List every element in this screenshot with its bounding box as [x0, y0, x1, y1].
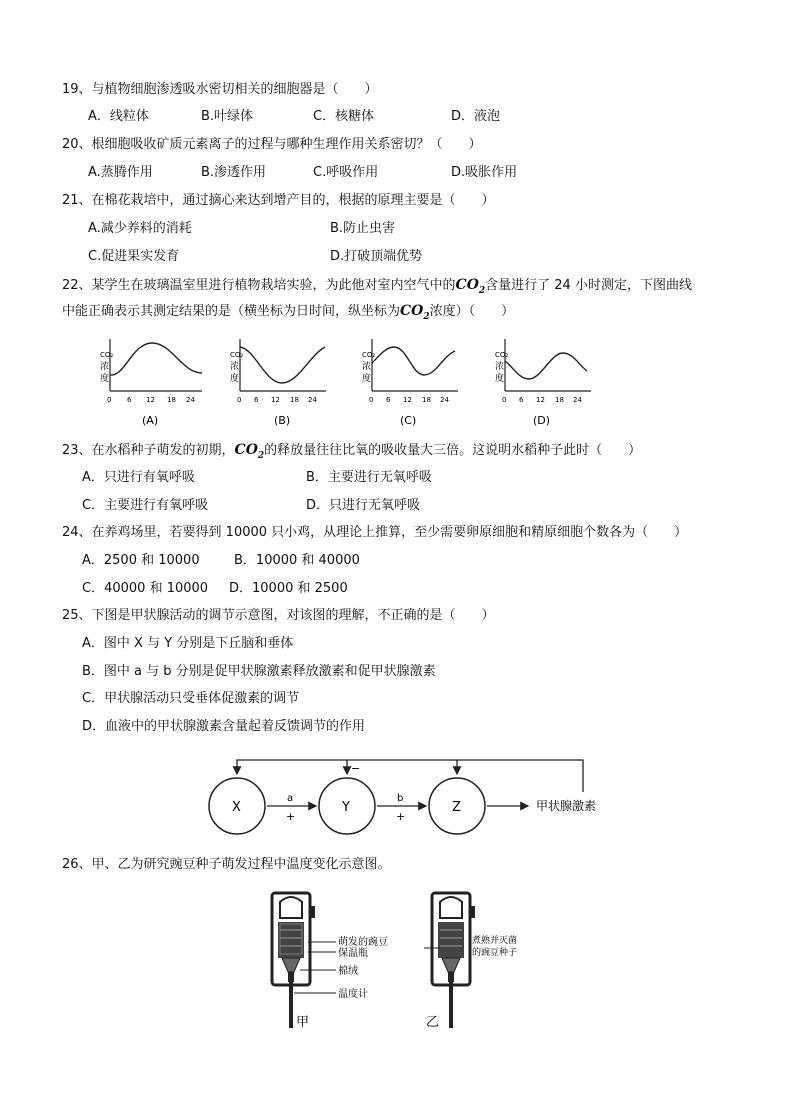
svg-text:24: 24: [308, 396, 317, 404]
q24-option-a: A．2500 和 10000: [82, 553, 200, 568]
label-thermos: 保温瓶: [338, 948, 368, 959]
q22-stem-line2: [62, 303, 514, 325]
svg-text:度: 度: [362, 374, 372, 384]
graph-label-a: (A): [142, 414, 159, 427]
q19-stem: 19、与植物细胞渗透吸水密切相关的细胞器是（ ）: [62, 82, 378, 97]
svg-text:CO₂: CO₂: [230, 351, 244, 359]
svg-text:CO₂: CO₂: [495, 351, 509, 359]
svg-text:0: 0: [369, 396, 374, 404]
svg-text:18: 18: [422, 396, 431, 404]
q21-option-b: B.防止虫害: [330, 221, 396, 236]
arrow-a-label: a: [287, 793, 294, 804]
svg-text:24: 24: [440, 396, 449, 404]
q22-stem-line1: [62, 277, 692, 299]
q23-stem: [62, 442, 641, 464]
q23-option-d: D．只进行无氧呼吸: [306, 498, 421, 513]
svg-text:18: 18: [167, 396, 176, 404]
q23-option-c: C．主要进行有氧呼吸: [82, 498, 209, 513]
q25-stem: 25、下图是甲状腺活动的调节示意图，对该图的理解，不正确的是（ ）: [62, 608, 495, 623]
co2-formula: $CO_2$: [234, 442, 265, 461]
svg-text:18: 18: [555, 396, 564, 404]
q25-option-a: A．图中 X 与 Y 分别是下丘脑和垂体: [82, 636, 294, 651]
q21-option-a: A.减少养料的消耗: [88, 221, 192, 236]
svg-text:0: 0: [237, 396, 242, 404]
thermos-jia: [272, 893, 388, 1030]
q25-option-b: B．图中 a 与 b 分别是促甲状腺激素释放激素和促甲状腺激素: [82, 664, 436, 679]
q20-stem: 20、根细胞吸收矿质元素离子的过程与哪种生理作用关系密切？（ ）: [62, 137, 482, 152]
q21-stem: 21、在棉花栽培中，通过摘心来达到增产目的，根据的原理主要是（ ）: [62, 193, 495, 208]
svg-text:12: 12: [536, 396, 545, 404]
node-x-label: X: [232, 800, 241, 815]
svg-text:浓: 浓: [100, 362, 110, 372]
svg-text:24: 24: [573, 396, 582, 404]
graph-d: [495, 339, 591, 427]
svg-text:度: 度: [495, 374, 505, 384]
q24-option-d: D．10000 和 2500: [229, 581, 348, 596]
svg-text:6: 6: [254, 396, 259, 404]
svg-text:18: 18: [290, 396, 299, 404]
graph-b: [230, 339, 326, 427]
svg-text:24: 24: [186, 396, 195, 404]
graph-c: [362, 339, 458, 427]
q23-option-b: B．主要进行无氧呼吸: [306, 470, 432, 485]
co2-formula: $CO_2$: [455, 277, 486, 296]
svg-text:6: 6: [519, 396, 524, 404]
svg-text:CO₂: CO₂: [100, 351, 114, 359]
q20-option-c: C.呼吸作用: [313, 165, 379, 180]
graph-label-c: (C): [400, 414, 417, 427]
q24-option-b: B．10000 和 40000: [234, 553, 360, 568]
q22-stem2-part2: 浓度）（ ）: [429, 304, 515, 319]
q19-option-c: C．核糖体: [313, 109, 375, 124]
thermos-yi: [424, 893, 517, 1030]
q26-stem: 26、甲、乙为研究豌豆种子萌发过程中温度变化示意图。: [62, 857, 391, 872]
q22-stem-part1: 22、某学生在玻璃温室里进行植物栽培实验，为此他对室内空气中的: [62, 278, 456, 293]
q21-option-d: D.打破顶端优势: [330, 249, 423, 264]
graph-a: [100, 339, 202, 427]
q25-regulation-diagram: [200, 752, 620, 842]
plus-sign-a: +: [286, 810, 296, 823]
caption-jia: 甲: [296, 1015, 310, 1030]
svg-text:浓: 浓: [495, 362, 505, 372]
svg-text:12: 12: [271, 396, 280, 404]
q19-option-b: B.叶绿体: [201, 109, 254, 124]
q19-option-d: D．液泡: [451, 109, 501, 124]
q20-option-b: B.渗透作用: [201, 165, 267, 180]
q20-option-d: D.吸胀作用: [451, 165, 518, 180]
co2-formula: $CO_2$: [400, 303, 430, 322]
q23-stem-part2: 的释放量往往比氧的吸收量大三倍。这说明水稻种子此时（ ）: [264, 443, 642, 458]
svg-text:度: 度: [230, 374, 240, 384]
label-cooked-peas-2: 的豌豆种子: [472, 948, 518, 958]
node-y-label: Y: [342, 800, 350, 815]
label-germinating-peas: 萌发的豌豆: [338, 937, 388, 948]
caption-yi: 乙: [426, 1015, 440, 1030]
graph-label-d: (D): [533, 414, 551, 427]
thyroid-hormone-label: 甲状腺激素: [536, 799, 597, 813]
q24-option-c: C．40000 和 10000: [82, 581, 209, 596]
q22-stem-part2: 含量进行了 24 小时测定，下图曲线: [485, 278, 692, 293]
label-cooked-peas-1: 煮熟并灭菌: [472, 936, 518, 946]
svg-text:0: 0: [502, 396, 507, 404]
plus-sign-b: +: [396, 810, 406, 823]
minus-sign: −: [351, 762, 361, 775]
label-cotton: 棉绒: [338, 966, 358, 977]
q19-option-a: A．线粒体: [88, 109, 149, 124]
svg-text:6: 6: [386, 396, 391, 404]
q26-thermos-diagram: [260, 888, 590, 1034]
svg-text:CO₂: CO₂: [362, 351, 376, 359]
q24-stem: 24、在养鸡场里，若要得到 10000 只小鸡，从理论上推算，至少需要卵原细胞和精原细胞个数各为（ ）: [62, 525, 688, 540]
svg-text:12: 12: [146, 396, 155, 404]
svg-text:6: 6: [127, 396, 132, 404]
svg-text:度: 度: [100, 374, 110, 384]
q23-stem-part1: 23、在水稻种子萌发的初期，: [62, 443, 235, 458]
svg-text:浓: 浓: [230, 362, 240, 372]
q25-option-d: D．血液中的甲状腺激素含量起着反馈调节的作用: [82, 719, 366, 734]
svg-text:12: 12: [403, 396, 412, 404]
q25-option-c: C．甲状腺活动只受垂体促激素的调节: [82, 691, 300, 706]
svg-text:浓: 浓: [362, 362, 372, 372]
q21-option-c: C.促进果实发育: [88, 249, 180, 264]
q20-option-a: A.蒸腾作用: [88, 165, 153, 180]
node-z-label: Z: [452, 800, 461, 815]
q22-graphs: [100, 335, 610, 435]
label-thermometer: 温度计: [338, 989, 368, 1000]
q22-stem2-part1: 中能正确表示其测定结果的是（横坐标为日时间，纵坐标为: [62, 304, 401, 319]
svg-text:0: 0: [107, 396, 112, 404]
q23-option-a: A．只进行有氧呼吸: [82, 470, 195, 485]
graph-label-b: (B): [274, 414, 291, 427]
arrow-b-label: b: [397, 793, 404, 804]
